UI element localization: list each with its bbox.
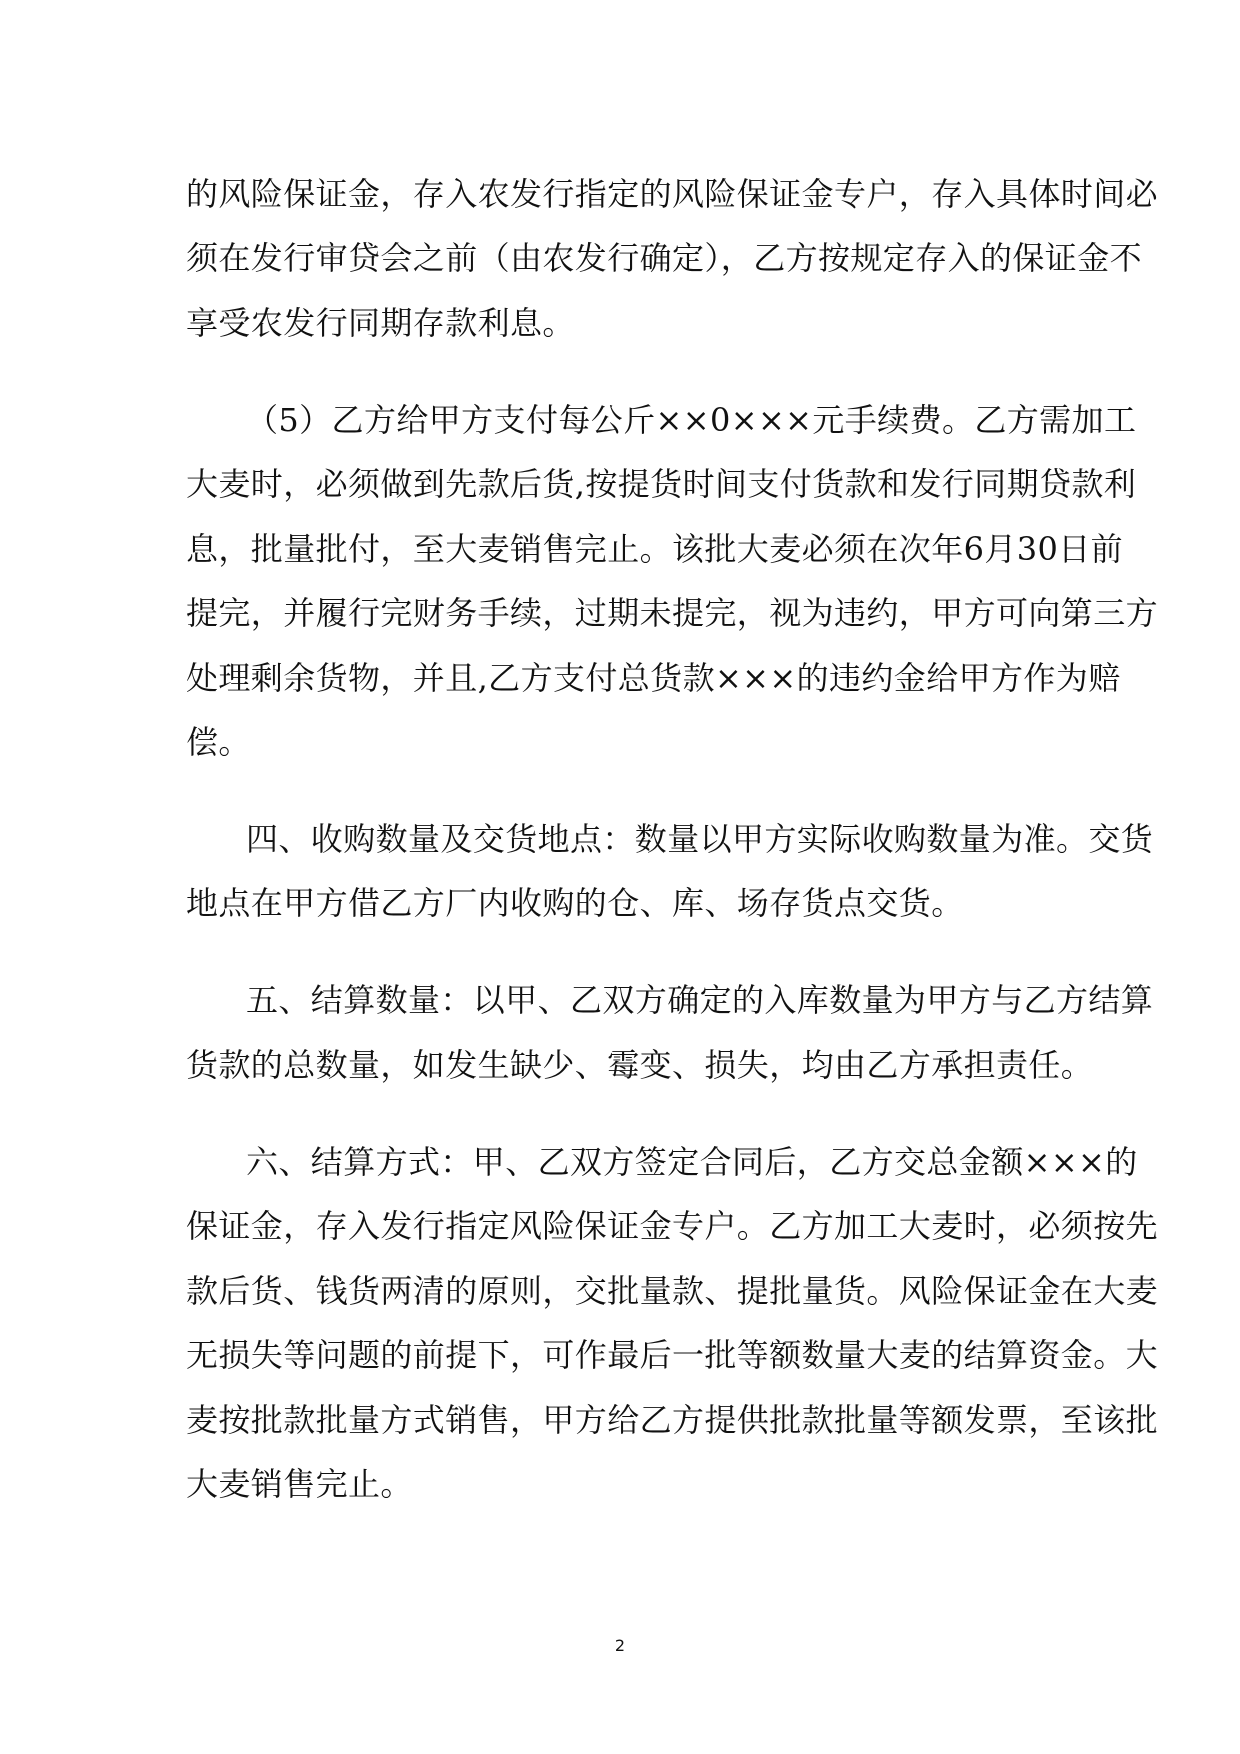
text-line: 的风险保证金，存入农发行指定的风险保证金专户，存入具体时间必 xyxy=(186,175,1159,213)
text-line: 五、结算数量：以甲、乙双方确定的入库数量为甲方与乙方结算 xyxy=(246,981,1154,1019)
text-line: 息，批量批付，至大麦销售完止。该批大麦必须在次年6月30日前 xyxy=(186,530,1124,568)
text-line: 须在发行审贷会之前（由农发行确定），乙方按规定存入的保证金不 xyxy=(186,239,1143,277)
text-line: 货款的总数量，如发生缺少、霉变、损失，均由乙方承担责任。 xyxy=(186,1046,1094,1084)
text-line: 地点在甲方借乙方厂内收购的仓、库、场存货点交货。 xyxy=(186,884,964,922)
text-line: 大麦销售完止。 xyxy=(186,1465,413,1503)
text-line: 提完，并履行完财务手续，过期未提完，视为违约，甲方可向第三方 xyxy=(186,594,1159,632)
text-line: 麦按批款批量方式销售，甲方给乙方提供批款批量等额发票，至该批 xyxy=(186,1401,1159,1439)
text-line: 享受农发行同期存款利息。 xyxy=(186,304,575,342)
text-line: 偿。 xyxy=(186,723,251,761)
text-line: 款后货、钱货两清的原则，交批量款、提批量货。风险保证金在大麦 xyxy=(186,1272,1159,1310)
text-line: 四、收购数量及交货地点：数量以甲方实际收购数量为准。交货 xyxy=(246,820,1154,858)
text-line: 无损失等问题的前提下，可作最后一批等额数量大麦的结算资金。大 xyxy=(186,1336,1159,1374)
page-number: 2 xyxy=(614,1636,626,1655)
text-line: 大麦时，必须做到先款后货,按提货时间支付货款和发行同期贷款利 xyxy=(186,465,1137,503)
text-line: （5）乙方给甲方支付每公斤××0×××元手续费。乙方需加工 xyxy=(246,401,1137,439)
text-line: 处理剩余货物，并且,乙方支付总货款×××的违约金给甲方作为赔 xyxy=(186,659,1121,697)
text-line: 六、结算方式：甲、乙双方签定合同后，乙方交总金额×××的 xyxy=(246,1143,1138,1181)
text-line: 保证金，存入发行指定风险保证金专户。乙方加工大麦时，必须按先 xyxy=(186,1207,1159,1245)
